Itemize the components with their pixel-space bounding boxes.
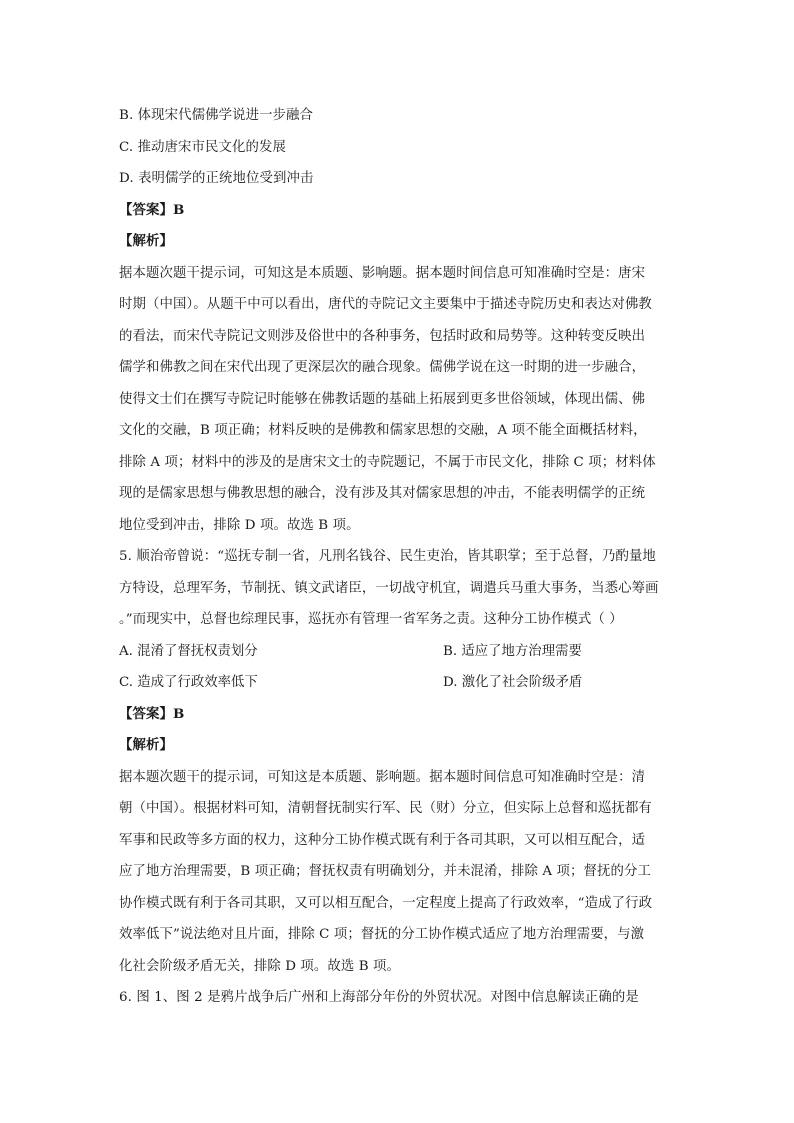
q4-analysis — [119, 258, 679, 542]
q5-option-c: C. 造成了行政效率低下 — [119, 675, 258, 690]
q4-analysis-label: 【解析】 — [119, 233, 173, 249]
q4-analysis-line: 使得文士们在撰写寺院记时能够在佛教话题的基础上拓展到更多世俗领域，体现出儒、佛 — [119, 391, 646, 407]
q4-analysis-line: 排除 A 项；材料中的涉及的是唐宋文士的寺院题记，不属于市民文化，排除 C 项；材料体 — [119, 454, 656, 470]
q5-option-d: D. 激化了社会阶级矛盾 — [443, 675, 583, 690]
q5-stem-line: 。”而现实中，总督也综理民事，巡抚亦有管理一省军务之责。这种分工协作模式（ ） — [119, 612, 623, 627]
q6-stem: 6. 图 1、图 2 是鸦片战争后广州和上海部分年份的外贸状况。对图中信息解读正确的是 — [119, 990, 639, 1005]
q5-analysis-line: 协作模式既有利于各司其职，又可以相互配合，一定程度上提高了行政效率，“造成了行政 — [119, 895, 653, 911]
q4-analysis-line: 文化的交融，B 项正确；材料反映的是佛教和儒家思想的交融，A 项不能全面概括材料， — [119, 423, 647, 438]
q4-analysis-line: 据本题次题干提示词，可知这是本质题、影响题。据本题时间信息可知准确时空是：唐宋 — [119, 265, 646, 281]
q5-analysis-line: 军事和民政等多方面的权力，这种分工协作模式既有利于各司其职，又可以相互配合，适 — [119, 832, 646, 848]
q5-analysis-line: 朝（中国）。根据材料可知，清朝督抚制实行军、民（财）分立，但实际上总督和巡抚都有 — [119, 801, 652, 816]
q5-analysis-line: 应了地方治理需要，B 项正确；督抚权责有明确划分，并未混淆，排除 A 项；督抚的分工 — [119, 864, 651, 879]
q5-options-row-2 — [119, 667, 679, 699]
q4-analysis-line: 儒学和佛教之间在宋代出现了更深层次的融合现象。儒佛学说在这一时期的进一步融合， — [119, 360, 646, 375]
q5-stem-line: 方特设，总理军务，节制抚、镇文武诸臣，一切战守机宜，调遣兵马重大事务，当悉心筹画 — [119, 580, 659, 596]
q4-analysis-line: 地位受到冲击，排除 D 项。故选 B 项。 — [119, 517, 360, 533]
q5-option-a: A. 混淆了督抚权责划分 — [119, 643, 258, 659]
q4-analysis-line: 的看法，而宋代寺院记文则涉及俗世中的各种事务，包括时政和局势等。这种转变反映出 — [119, 328, 646, 344]
q5-stem — [119, 541, 679, 636]
q4-option-d: D. 表明儒学的正统地位受到冲击 — [119, 171, 314, 186]
q5-analysis — [119, 762, 679, 983]
q5-answer: 【答案】B — [119, 705, 185, 722]
q5-analysis-line: 效率低下”说法绝对且片面，排除 C 项；督抚的分工协作模式适应了地方治理需要，与激 — [119, 927, 645, 942]
q4-option-c: C. 推动唐宋市民文化的发展 — [119, 139, 286, 155]
q5-analysis-line: 据本题次题干的提示词，可知这是本质题、影响题。据本题时间信息可知准确时空是：清 — [119, 769, 646, 785]
q4-option-b: B. 体现宋代儒佛学说进一步融合 — [119, 108, 314, 123]
q5-analysis-label: 【解析】 — [119, 737, 173, 753]
document-page — [119, 100, 679, 1014]
q4-analysis-line: 现的是儒家思想与佛教思想的融合，没有涉及其对儒家思想的冲击，不能表明儒学的正统 — [119, 486, 646, 501]
q4-answer: 【答案】B — [119, 201, 185, 218]
q5-analysis-line: 化社会阶级矛盾无关，排除 D 项。故选 B 项。 — [119, 958, 401, 974]
q5-option-b: B. 适应了地方治理需要 — [443, 643, 582, 659]
q4-analysis-line: 时期（中国）。从题干中可以看出，唐代的寺院记文主要集中于描述寺院历史和表达对佛教 — [119, 297, 652, 312]
q5-stem-line: 5. 顺治帝曾说：“巡抚专制一省，凡刑名钱谷、民生吏治，皆其职掌；至于总督，乃酌量地 — [119, 549, 656, 564]
q5-options-row-1 — [119, 636, 679, 668]
